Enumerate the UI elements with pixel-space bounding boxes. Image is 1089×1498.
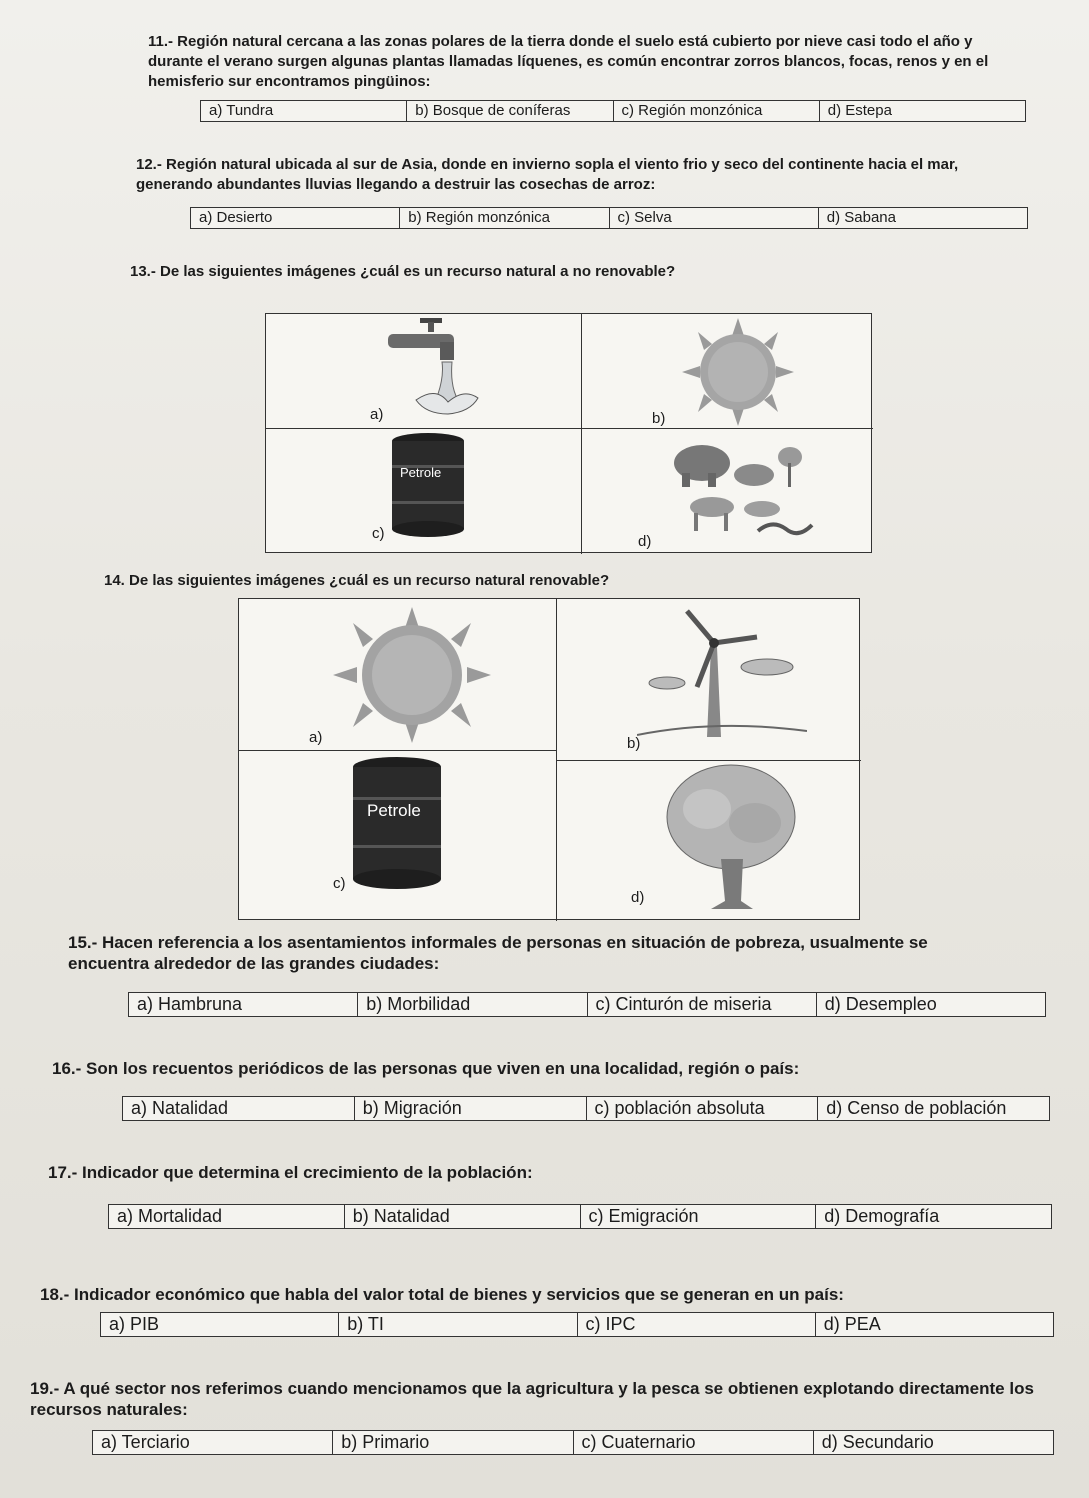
question-15-options [128,992,1046,1017]
question-19-options [92,1430,1054,1455]
q13-image-b[interactable] [582,314,873,429]
q13-barrel-label: Petrole [400,465,442,480]
q12-option-a[interactable]: a) Desierto [191,208,400,228]
q14-image-b[interactable] [557,599,861,761]
q14-image-a[interactable] [239,599,557,751]
q14-label-d: d) [631,889,645,906]
question-11-text: 11.- Región natural cercana a las zonas polares de la tierra donde el suelo está cubierto por nieve casi todo el año y durante el verano surgen algunas plantas llamadas líquenes, es común encontrar zorros blancos, focas, renos y en el hemisferio sur encontramos pingüinos: [148,33,989,90]
question-11-options [200,100,1026,122]
question-18-text: 18.- Indicador económico que habla del valor total de bienes y servicios que se generan en un país: [40,1285,844,1304]
q14-label-b: b) [627,735,641,752]
question-12-text: 12.- Región natural ubicada al sur de Asia, donde en invierno sopla el viento frio y seco del continente hacia el mar, generando abundantes lluvias llegando a destruir las cosechas de arroz: [136,156,959,193]
question-14-image-grid [238,598,860,920]
q13-image-c[interactable] [266,429,582,554]
q13-image-d[interactable] [582,429,873,554]
sun-icon [678,316,798,428]
q13-label-a: a) [370,406,384,423]
q13-label-d: d) [638,533,652,550]
q12-option-b[interactable]: b) Región monzónica [400,208,609,228]
q18-option-b[interactable]: b) TI [339,1313,577,1336]
q18-option-c[interactable]: c) IPC [578,1313,816,1336]
q17-option-c[interactable]: c) Emigración [581,1205,817,1228]
question-15-text: 15.- Hacen referencia a los asentamientos informales de personas en situación de pobreza, usualmente se encuentra alrededor de las grandes ciudades: [68,933,928,973]
q11-option-b[interactable]: b) Bosque de coníferas [407,101,613,121]
q16-option-b[interactable]: b) Migración [355,1097,587,1120]
q19-option-a[interactable]: a) Terciario [93,1431,333,1454]
q11-option-c[interactable]: c) Región monzónica [614,101,820,121]
q14-label-a: a) [309,729,323,746]
q15-option-b[interactable]: b) Morbilidad [358,993,587,1016]
q15-option-d[interactable]: d) Desempleo [824,994,937,1014]
q11-option-a[interactable]: a) Tundra [201,101,407,121]
oil-barrel-icon [349,755,445,891]
q15-option-c[interactable]: c) Cinturón de miseria [588,993,817,1016]
q19-option-c[interactable]: c) Cuaternario [574,1431,814,1454]
question-13-text: 13.- De las siguientes imágenes ¿cuál es un recurso natural a no renovable? [130,263,676,280]
q14-barrel-label: Petrole [367,801,421,820]
question-13-image-grid [265,313,872,553]
q13-label-c: c) [372,525,385,542]
q17-option-a[interactable]: a) Mortalidad [109,1205,345,1228]
q16-option-d[interactable]: d) Censo de población [826,1098,1007,1118]
q18-option-a[interactable]: a) PIB [101,1313,339,1336]
tree-icon [661,763,801,913]
question-16-options [122,1096,1050,1121]
question-17-options [108,1204,1052,1229]
question-18-options [100,1312,1054,1337]
q15-option-a[interactable]: a) Hambruna [129,993,358,1016]
question-16-text: 16.- Son los recuentos periódicos de las personas que viven en una localidad, región o país: [52,1059,800,1078]
q13-image-a[interactable] [266,314,582,429]
q18-option-d[interactable]: d) PEA [823,1314,881,1334]
question-19-text: 19.- A qué sector nos referimos cuando mencionamos que la agricultura y la pesca se obtienen explotando directamente los recursos naturales: [30,1379,1034,1419]
sun-icon [327,605,497,745]
q19-option-d[interactable]: d) Secundario [821,1432,934,1452]
question-14-text: 14. De las siguientes imágenes ¿cuál es un recurso natural renovable? [104,572,610,589]
q11-option-d[interactable]: d) Estepa [827,102,892,119]
oil-barrel-icon [388,431,468,539]
q14-label-c: c) [333,875,346,892]
q16-option-a[interactable]: a) Natalidad [123,1097,355,1120]
wind-turbine-icon [637,607,807,747]
q14-image-c[interactable] [239,751,557,921]
q13-label-b: b) [652,410,666,427]
q17-option-d[interactable]: d) Demografía [824,1206,940,1226]
q19-option-b[interactable]: b) Primario [333,1431,573,1454]
wild-animals-icon [662,433,822,543]
q17-option-b[interactable]: b) Natalidad [345,1205,581,1228]
q14-image-d[interactable] [557,761,861,921]
q16-option-c[interactable]: c) población absoluta [587,1097,819,1120]
question-17-text: 17.- Indicador que determina el crecimiento de la población: [48,1163,533,1182]
q12-option-c[interactable]: c) Selva [610,208,819,228]
water-tap-icon [386,316,506,424]
q12-option-d[interactable]: d) Sabana [826,209,896,226]
question-12-options [190,207,1028,229]
